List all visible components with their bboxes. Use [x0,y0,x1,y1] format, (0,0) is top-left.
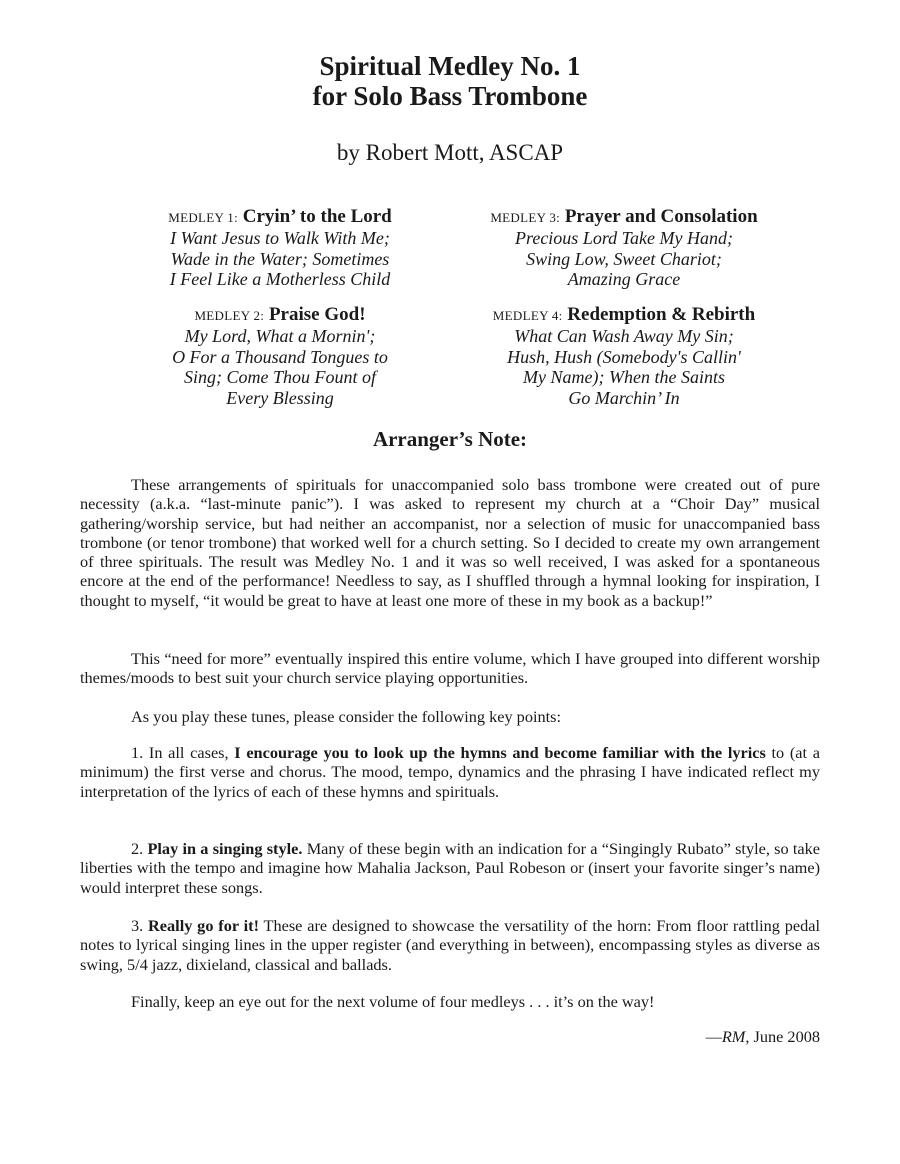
medley-title: Redemption & Rebirth [567,304,756,325]
song-line: Hush, Hush (Somebody's Callin' [507,346,741,367]
medley-label: MEDLEY 1: [168,210,238,225]
medley-3 [462,207,786,290]
song-line: Precious Lord Take My Hand; [515,228,733,248]
point-text: to (at a minimum) the first verse and chorus. The mood, tempo, dynamics and the phrasing I have indicated reflect my interpretation of the lyrics of each of these hymns and spirituals. [80,743,820,801]
song-line: Go Marchin’ In [568,387,680,408]
signature-initials: RM [721,1027,746,1046]
medley-2 [118,305,442,408]
medley-label: MEDLEY 3: [490,210,561,225]
medley-title: Prayer and Consolation [564,206,758,227]
point-lead: 1. In all cases, [131,743,235,762]
paragraph-key-points-intro [80,707,820,726]
song-line: I Feel Like a Motherless Child [169,269,391,290]
medley-1 [118,207,442,290]
paragraph-text: As you play these tunes, please consider the following key points: [131,707,562,726]
song-line: My Lord, What a Mornin'; [184,326,376,346]
paragraph-closing [80,992,820,1011]
paragraph-point-2 [80,839,820,897]
medley-songs [118,228,442,290]
point-emphasis: I encourage you to look up the hymns and become familiar with the lyrics [234,743,766,762]
medley-label: MEDLEY 4: [492,308,563,323]
point-lead: 3. [131,916,149,935]
song-line: Amazing Grace [567,269,681,290]
medley-title: Cryin’ to the Lord [242,206,392,227]
medley-songs [462,326,786,408]
medley-songs [462,228,786,290]
arrangers-note-heading: Arranger’s Note: [372,427,528,451]
song-line: My Name); When the Saints [523,367,725,388]
medley-label: MEDLEY 2: [194,308,265,323]
signature-date: , June 2008 [745,1027,820,1046]
point-text: These are designed to showcase the versatility of the horn: From floor rattling pedal notes to lyrical singing lines in the upper register (and everything in between), encompassing styles as diverse as swing, 5/4 jazz, dixieland, classical and ballads. [80,916,821,974]
point-emphasis: Play in a singing style. [147,839,303,858]
signature [480,1027,820,1047]
paragraph-point-3 [80,916,820,974]
song-line: Every Blessing [226,387,334,408]
medley-4 [462,305,786,408]
title-line-1: Spiritual Medley No. 1 [319,51,581,81]
paragraph-text: This “need for more” eventually inspired this entire volume, which I have grouped into different worship themes/moods to best suit your church service playing opportunities. [80,649,820,688]
point-text: Many of these begin with an indication for a “Singingly Rubato” style, so take liberties with the tempo and imagine how Mahalia Jackson, Paul Robeson or (insert your favorite singer’s name) would interpret these songs. [80,839,821,897]
point-lead: 2. [131,839,148,858]
song-line: Swing Low, Sweet Chariot; [526,248,722,269]
paragraph-need-for-more [80,649,820,688]
point-emphasis: Really go for it! [148,916,259,935]
title-line-2: for Solo Bass Trombone [312,81,588,111]
medley-title: Praise God! [268,304,366,325]
song-line: I Want Jesus to Walk With Me; [170,228,390,248]
paragraph-text: Finally, keep an eye out for the next volume of four medleys . . . it’s on the way! [131,992,655,1011]
song-line: Sing; Come Thou Fount of [184,367,376,388]
medley-songs [118,326,442,408]
song-line: Wade in the Water; Sometimes [170,248,390,269]
song-line: O For a Thousand Tongues to [172,346,388,367]
paragraph-text: These arrangements of spirituals for unaccompanied solo bass trombone were created out of pure necessity (a.k.a. “last-minute panic”). I was asked to represent my church at a “Choir Day” musical gathering/worship service, but had neither an accompanist, nor a selection of music for unaccompanied bass trombone (or tenor trombone) that worked well for a church setting. So I decided to create my own arrangement of three spirituals. The result was Medley No. 1 and it was so well received, I was asked for a spontaneous encore at the end of the performance! Needless to say, as I shuffled through a hymnal looking for inspiration, I thought to myself, “it would be great to have at least one more of these in my book as a backup!” [80,475,820,610]
song-line: What Can Wash Away My Sin; [514,326,734,346]
paragraph-intro [80,475,820,610]
signature-dash: — [705,1027,722,1046]
byline: by Robert Mott, ASCAP [336,140,564,165]
paragraph-point-1 [80,743,820,801]
